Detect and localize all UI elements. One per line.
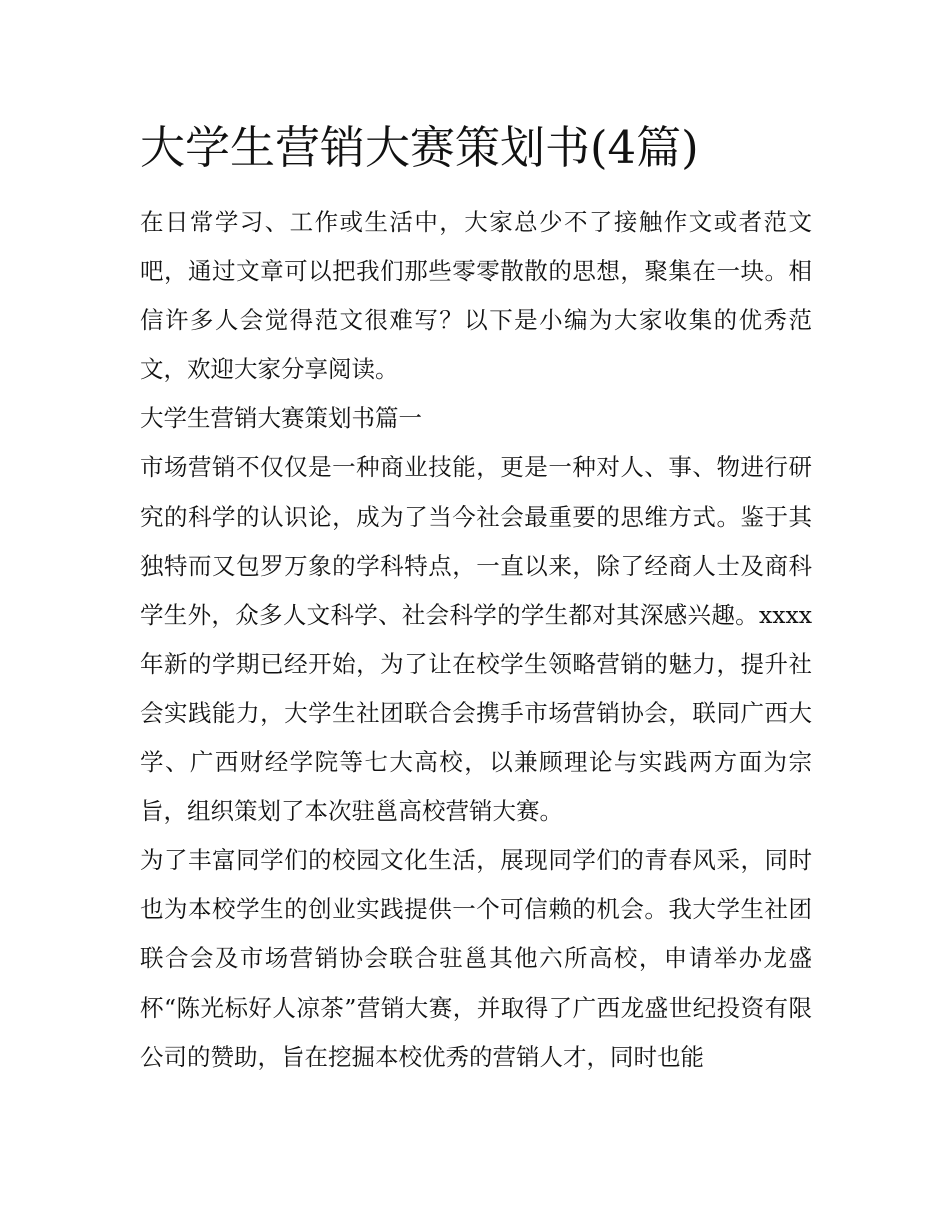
document-body	[140, 198, 812, 1082]
document-title: 大学生营销大赛策划书(4篇)	[140, 121, 699, 174]
intro-paragraph: 在日常学习、工作或生活中，大家总少不了接触作文或者范文吧，通过文章可以把我们那些零零散散的思想，聚集在一块。相信许多人会觉得范文很难写？以下是小编为大家收集的优秀范文，欢迎大家分享阅读。	[140, 208, 812, 384]
section-heading: 大学生营销大赛策划书篇一	[140, 404, 422, 433]
body-paragraph: 市场营销不仅仅是一种商业技能，更是一种对人、事、物进行研究的科学的认识论，成为了当今社会最重要的思维方式。鉴于其独特而又包罗万象的学科特点，一直以来，除了经商人士及商科学生外，众多人文科学、社会科学的学生都对其深感兴趣。xxxx年新的学期已经开始，为了让在校学生领略营销的魅力，提升社会实践能力，大学生社团联合会携手市场营销协会，联同广西大学、广西财经学院等七大高校，以兼顾理论与实践两方面为宗旨，组织策划了本次驻邕高校营销大赛。	[140, 453, 812, 826]
body-paragraph: 为了丰富同学们的校园文化生活，展现同学们的青春风采，同时也为本校学生的创业实践提供一个可信赖的机会。我大学生社团联合会及市场营销协会联合驻邕其他六所高校，申请举办龙盛杯“陈光标好人凉茶”营销大赛，并取得了广西龙盛世纪投资有限公司的赞助，旨在挖掘本校优秀的营销人才，同时也能	[140, 846, 812, 1071]
